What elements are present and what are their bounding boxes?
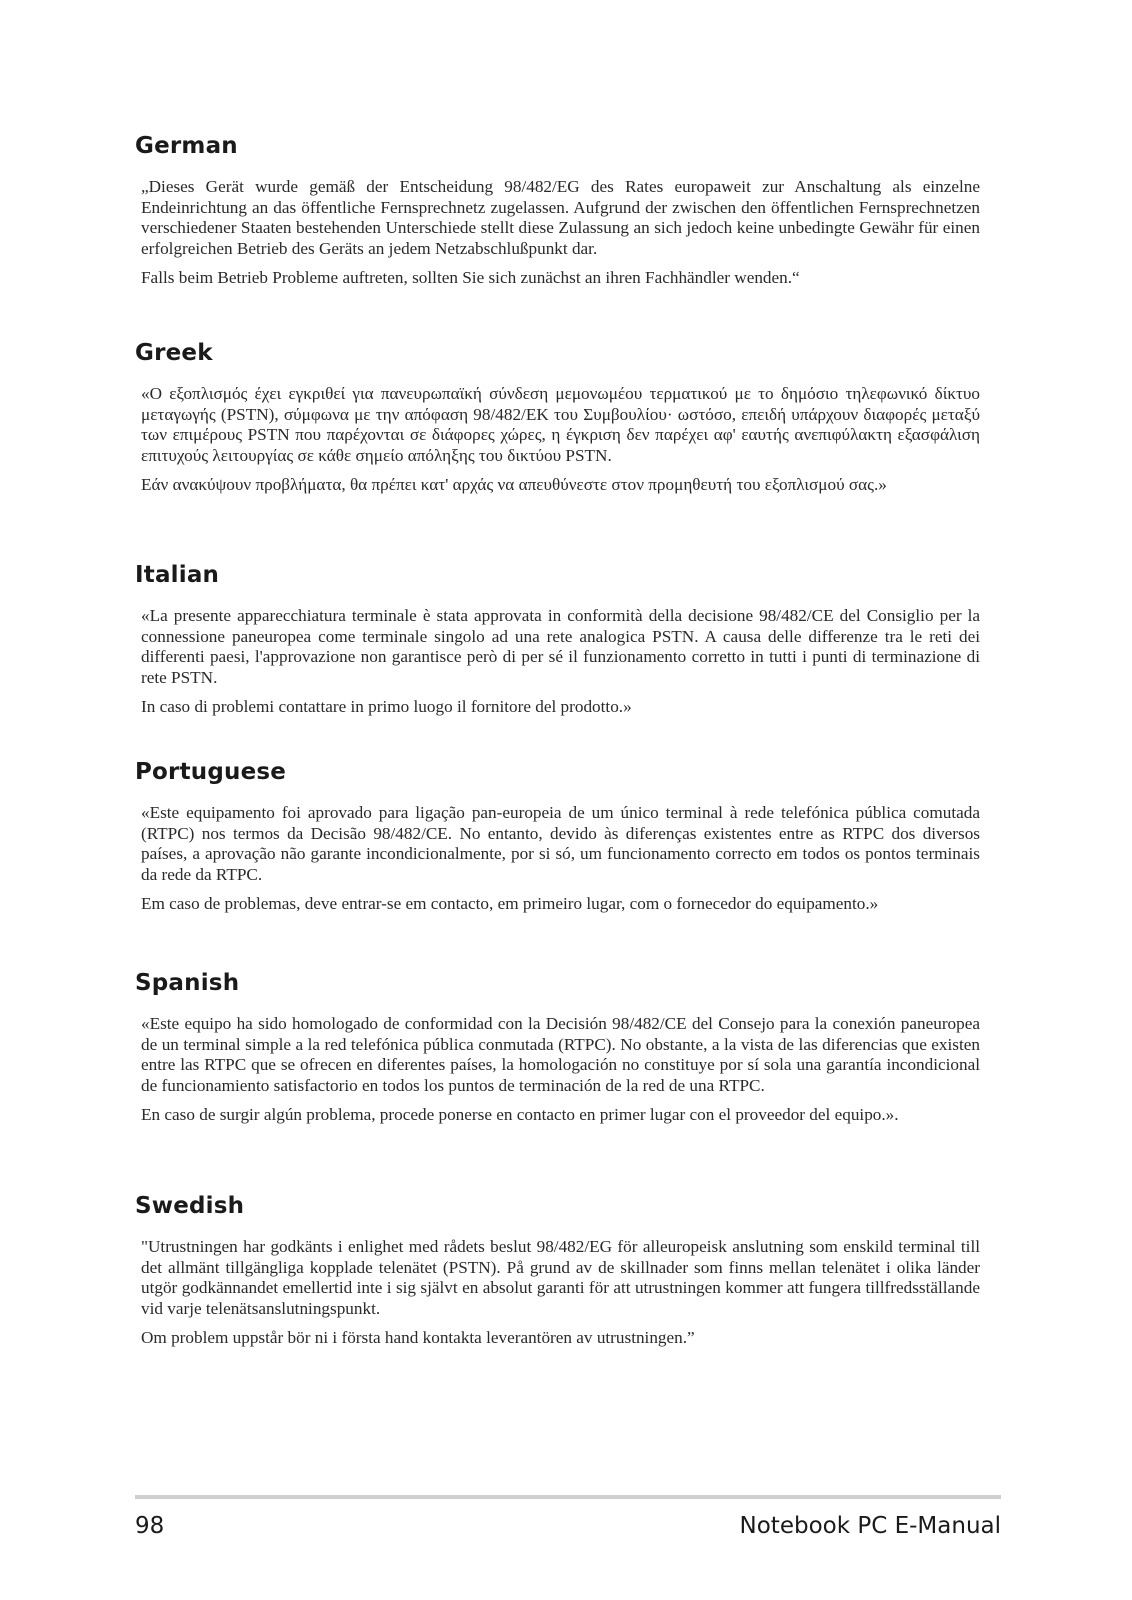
- section-swedish: [135, 1193, 980, 1357]
- section-paragraph: Εάν ανακύψουν προβλήματα, θα πρέπει κατ' αρχάς να απευθύνεστε στον προμηθευτή του εξοπλισμού σας.»: [141, 474, 887, 494]
- section-greek: [135, 340, 980, 504]
- section-heading: Greek: [135, 340, 213, 366]
- manual-title: Notebook PC E-Manual: [739, 1513, 1001, 1539]
- section-german: [135, 133, 980, 297]
- section-paragraph: Om problem uppstår bör ni i första hand kontakta leverantören av utrustningen.”: [141, 1327, 695, 1347]
- section-heading: Portuguese: [135, 759, 287, 785]
- section-paragraph: En caso de surgir algún problema, procede ponerse en contacto en primer lugar con el proveedor del equipo.».: [141, 1104, 899, 1124]
- section-heading: Italian: [135, 562, 220, 588]
- section-italian: [135, 562, 980, 726]
- page-number: 98: [135, 1513, 165, 1539]
- section-portuguese: [135, 759, 980, 923]
- section-paragraph: «La presente apparecchiatura terminale è stata approvata in conformità della decisione 98/482/CE del Consiglio per la connessione paneuropea come terminale singolo ad una rete analogica PSTN. A causa delle differenze tra le reti dei differenti paesi, l'approvazione non garantisce però di per sé il funzionamento corretto in tutti i punti di terminazione di rete PSTN.: [141, 606, 980, 688]
- section-heading: Swedish: [135, 1193, 245, 1219]
- section-heading: Spanish: [135, 970, 240, 996]
- section-paragraph: Em caso de problemas, deve entrar-se em contacto, em primeiro lugar, com o fornecedor do equipamento.»: [141, 893, 879, 913]
- footer-divider: [135, 1495, 1001, 1499]
- section-heading: German: [135, 133, 238, 159]
- section-paragraph: «Este equipamento foi aprovado para ligação pan-europeia de um único terminal à rede telefónica pública comutada (RTPC) nos termos da Decisão 98/482/CE. No entanto, devido às diferenças existentes entre as RTPC dos diversos países, a aprovação não garante incondicionalmente, por si só, um funcionamento correcto em todos os pontos terminais da rede da RTPC.: [141, 803, 980, 885]
- section-paragraph: "Utrustningen har godkänts i enlighet med rådets beslut 98/482/EG för alleuropeisk anslutning som enskild terminal till det allmänt tillgängliga kopplade telenätet (PSTN). På grund av de skillnader som finns mellan telenätet i olika länder utgör godkännandet emellertid inte i sig självt en absolut garanti för att utrustningen kommer att fungera tillfredsställande vid varje telenätsanslutningspunkt.: [141, 1237, 980, 1319]
- section-paragraph: «Este equipo ha sido homologado de conformidad con la Decisión 98/482/CE del Consejo para la conexión paneuropea de un terminal simple a la red telefónica pública conmutada (RTPC). No obstante, a la vista de las diferencias que existen entre las RTPC que se ofrecen en diferentes países, la homologación no constituye por sí sola una garantía incondicional de funcionamiento satisfactorio en todos los puntos de terminación de la red de una RTPC.: [141, 1014, 980, 1096]
- section-spanish: [135, 970, 980, 1134]
- section-paragraph: «Ο εξοπλισμός έχει εγκριθεί για πανευρωπαϊκή σύνδεση μεμονωμέου τερματικού με το δημόσιο τηλεφωνικό δίκτυο μεταγωγής (PSTN), σύμφωνα με την απόφαση 98/482/ΕΚ του Συμβουλίου· ωστόσο, επειδή υπάρχουν διαφορές μεταξύ των επιμέρους PSTN που παρέχονται σε διάφορες χώρες, η έγκριση δεν παρέχει αφ' εαυτής ανεπιφύλακτη εξασφάλιση επιτυχούς λειτουργίας σε κάθε σημείο απόληξης του δικτύου PSTN.: [141, 384, 980, 466]
- section-paragraph: „Dieses Gerät wurde gemäß der Entscheidung 98/482/EG des Rates europaweit zur Anschaltung als einzelne Endeinrichtung an das öffentliche Fernsprechnetz zugelassen. Aufgrund der zwischen den öffentlichen Fernsprechnetzen verschiedener Staaten bestehenden Unterschiede stellt diese Zulassung an sich jedoch keine unbedingte Gewähr für einen erfolgreichen Betrieb des Geräts an jedem Netzabschlußpunkt dar.: [141, 177, 980, 259]
- section-paragraph: In caso di problemi contattare in primo luogo il fornitore del prodotto.»: [141, 696, 632, 716]
- section-paragraph: Falls beim Betrieb Probleme auftreten, sollten Sie sich zunächst an ihren Fachhändler wenden.“: [141, 267, 800, 287]
